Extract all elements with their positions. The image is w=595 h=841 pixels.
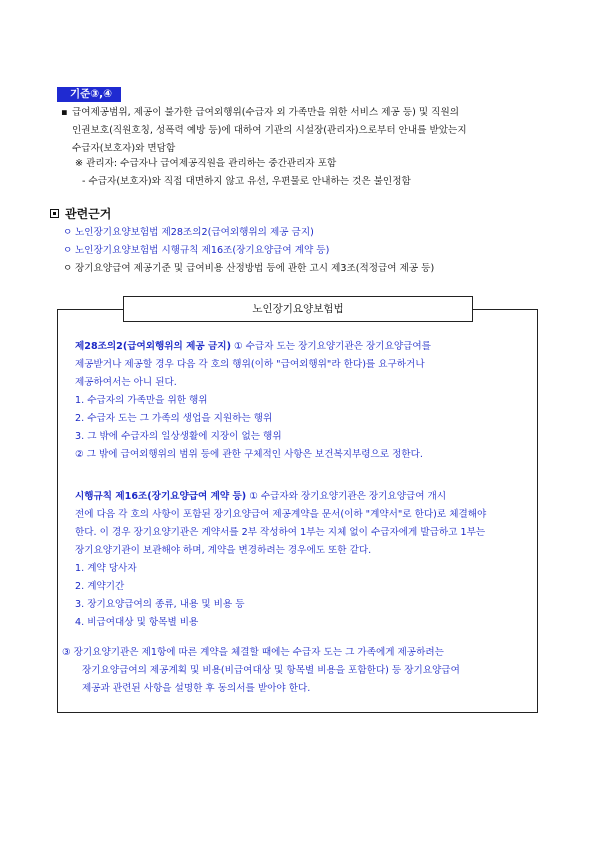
article-item: 2. 수급자 도는 그 가족의 생업을 지원하는 행위 [75, 413, 273, 424]
section-title-text: 관련근거 [65, 207, 112, 221]
article-text: 제공받거나 제공할 경우 다음 각 호의 행위(이하 "급여외행위"라 한다)를 요구하거나 [75, 359, 425, 370]
article-heading: 제28조의2(급여외행위의 제공 금지) [75, 341, 231, 352]
reference-text: 장기요양급여 제공기준 및 급여비용 산정방법 등에 관한 고시 제3조(적정급여 제공 등) [75, 263, 435, 274]
article-16-paragraph-3 [62, 644, 460, 698]
article-text: ① 수급자와 장기요양기관은 장기요양급여 개시 [246, 491, 447, 502]
law-box-title: 노인장기요양보험법 [123, 296, 473, 322]
article-heading: 시행규칙 제16조(장기요양급여 계약 등) [75, 491, 247, 502]
article-item: 1. 계약 당사자 [75, 563, 137, 574]
standard-line-3: 수급자(보호자)와 면담함 [72, 143, 176, 154]
article-text: 제공하여서는 아니 된다. [75, 377, 177, 388]
standard-line-2: 인권보호(직원호칭, 성폭력 예방 등)에 대하여 기관의 시설장(관리자)으로부터 안내를 받았는지 [72, 125, 467, 136]
article-text: ③ 장기요양기관은 제1항에 따른 계약을 체결할 때에는 수급자 도는 그 가족에게 제공하려는 [62, 647, 444, 658]
article-item: 3. 그 밖에 수급자의 일상생활에 지장이 없는 행위 [75, 431, 282, 442]
article-text: 장기요양기관이 보관해야 하며, 계약을 변경하려는 경우에도 또한 같다. [75, 545, 372, 556]
standard-line-1: 급여제공범위, 제공이 불가한 급여외행위(수급자 외 가족만을 위한 서비스 제공 등) 및 직원의 [72, 107, 459, 118]
reference-text: 노인장기요양보험법 시행규칙 제16조(장기요양급여 계약 등) [75, 245, 330, 256]
article-text: 한다. 이 경우 장기요양기관은 계약서를 2부 작성하여 1부는 지체 없이 수급자에게 발급하고 1부는 [75, 527, 486, 538]
article-item: 1. 수급자의 가족만을 위한 행위 [75, 395, 208, 406]
reference-item [63, 224, 434, 242]
rule-article-16 [75, 488, 486, 632]
reference-item [63, 260, 434, 278]
article-item: 4. 비급여대상 및 항목별 비용 [75, 617, 199, 628]
article-text: 제공과 관련된 사항을 설명한 후 동의서를 받아야 한다. [82, 683, 311, 694]
article-text: ① 수급자 도는 장기요양기관은 장기요양급여를 [230, 341, 431, 352]
square-bullet-icon [50, 209, 59, 218]
circle-mark-icon: ㅇ [63, 227, 73, 238]
article-item: 2. 계약기간 [75, 581, 125, 592]
standard-subnote: - 수급자(보호자)와 직접 대면하지 않고 유선, 우편물로 안내하는 것은 불인정함 [82, 176, 411, 187]
article-text: 전에 다음 각 호의 사항이 포함된 장기요양급여 제공계약을 문서(이하 "계약서"로 한다)로 체결해야 [75, 509, 487, 520]
article-item: 3. 장기요양급여의 종류, 내용 및 비용 등 [75, 599, 245, 610]
article-text: 장기요양급여의 제공계획 및 비용(비급여대상 및 항목별 비용을 포함한다) 등 장기요양급여 [82, 665, 460, 676]
standard-note: ※ 관리자: 수급자나 급여제공직원을 관리하는 중간관리자 포함 [75, 158, 337, 169]
circle-mark-icon: ㅇ [63, 263, 73, 274]
reference-item [63, 242, 434, 260]
article-paragraph: ② 그 밖에 급여외행위의 범위 등에 관한 구체적인 사항은 보건복지부령으로 정한다. [75, 449, 423, 460]
circle-mark-icon: ㅇ [63, 245, 73, 256]
reference-text: 노인장기요양보험법 제28조의2(급여외행위의 제공 금지) [75, 227, 314, 238]
bullet-icon: ▪ [61, 107, 68, 118]
section-title [50, 205, 111, 223]
reference-list [63, 224, 434, 278]
article-28-2 [75, 338, 431, 464]
criteria-badge: 기준③,④ [57, 87, 121, 102]
evaluation-standard [61, 104, 467, 158]
